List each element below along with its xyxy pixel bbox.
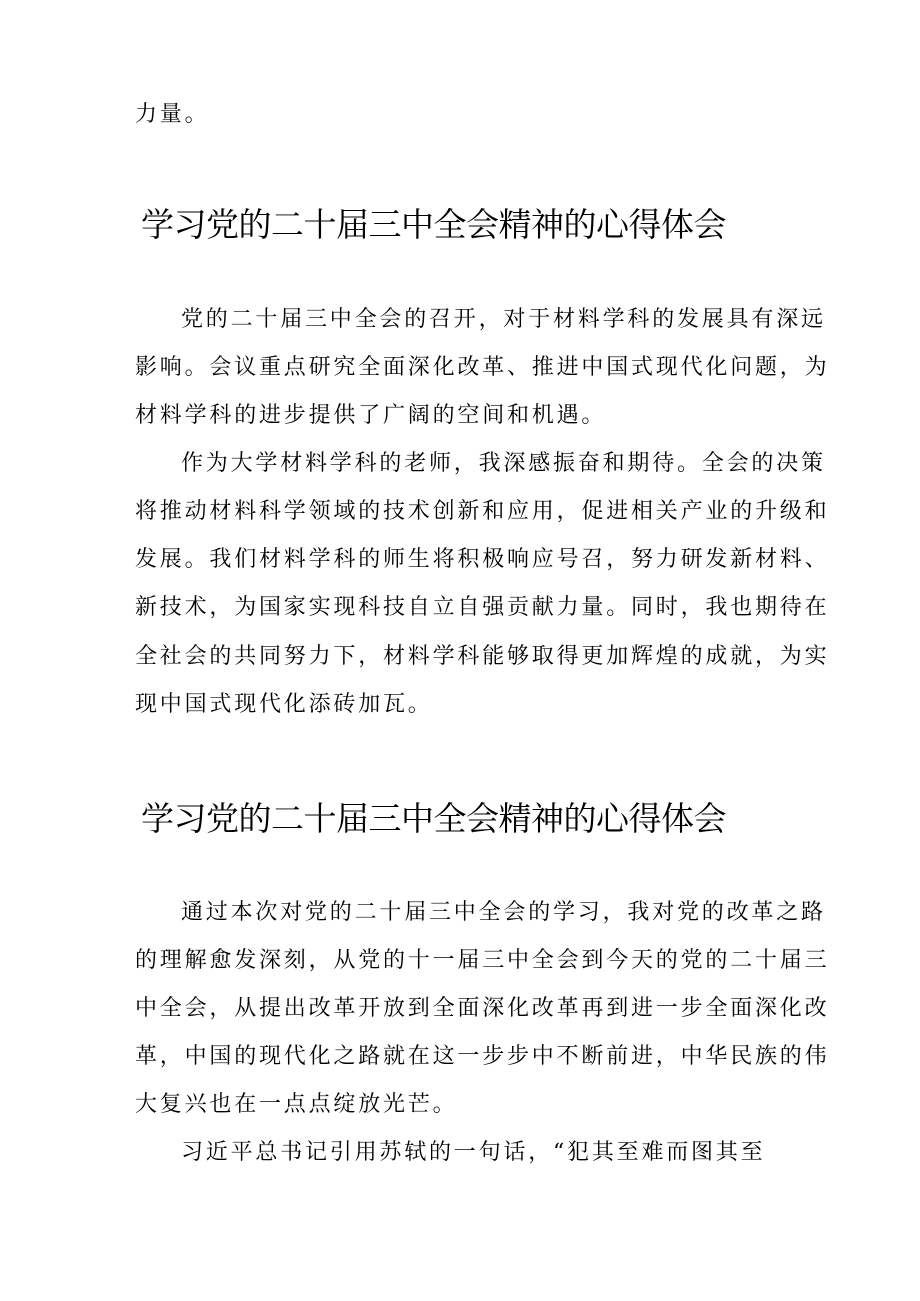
lead-in-text: 力量。: [135, 102, 210, 127]
section-1-line-7: 新技术，为国家实现科技自立自强贡献力量。同时，我也期待在: [135, 595, 830, 620]
section-2-line-2: 的理解愈发深刻，从党的十一届三中全会到今天的党的二十届三: [135, 948, 830, 973]
section-1-line-8: 全社会的共同努力下，材料学科能够取得更加辉煌的成就，为实: [135, 644, 830, 669]
section-1-line-1: 党的二十届三中全会的召开，对于材料学科的发展具有深远: [181, 307, 826, 332]
section-1-line-2: 影响。会议重点研究全面深化改革、推进中国式现代化问题，为: [135, 355, 830, 380]
section-1-line-4: 作为大学材料学科的老师，我深感振奋和期待。全会的决策: [181, 451, 826, 476]
section-1-line-3: 材料学科的进步提供了广阔的空间和机遇。: [135, 403, 607, 428]
section-1-heading: 学习党的二十届三中全会精神的心得体会: [141, 205, 726, 244]
section-1-line-9: 现中国式现代化添砖加瓦。: [135, 692, 433, 717]
section-2-line-1: 通过本次对党的二十届三中全会的学习，我对党的改革之路: [181, 900, 826, 925]
section-2-line-5: 大复兴也在一点点绽放光芒。: [135, 1092, 458, 1117]
section-2-heading: 学习党的二十届三中全会精神的心得体会: [141, 799, 726, 838]
section-1-line-5: 将推动材料科学领域的技术创新和应用，促进相关产业的升级和: [135, 499, 830, 524]
section-2-line-4: 革，中国的现代化之路就在这一步步中不断前进，中华民族的伟: [135, 1044, 830, 1069]
section-2-line-6: 习近平总书记引用苏轼的一句话，“犯其至难而图其至: [181, 1140, 766, 1165]
section-1-line-6: 发展。我们材料学科的师生将积极响应号召，努力研发新材料、: [135, 547, 830, 572]
section-2-line-3: 中全会，从提出改革开放到全面深化改革再到进一步全面深化改: [135, 996, 830, 1021]
